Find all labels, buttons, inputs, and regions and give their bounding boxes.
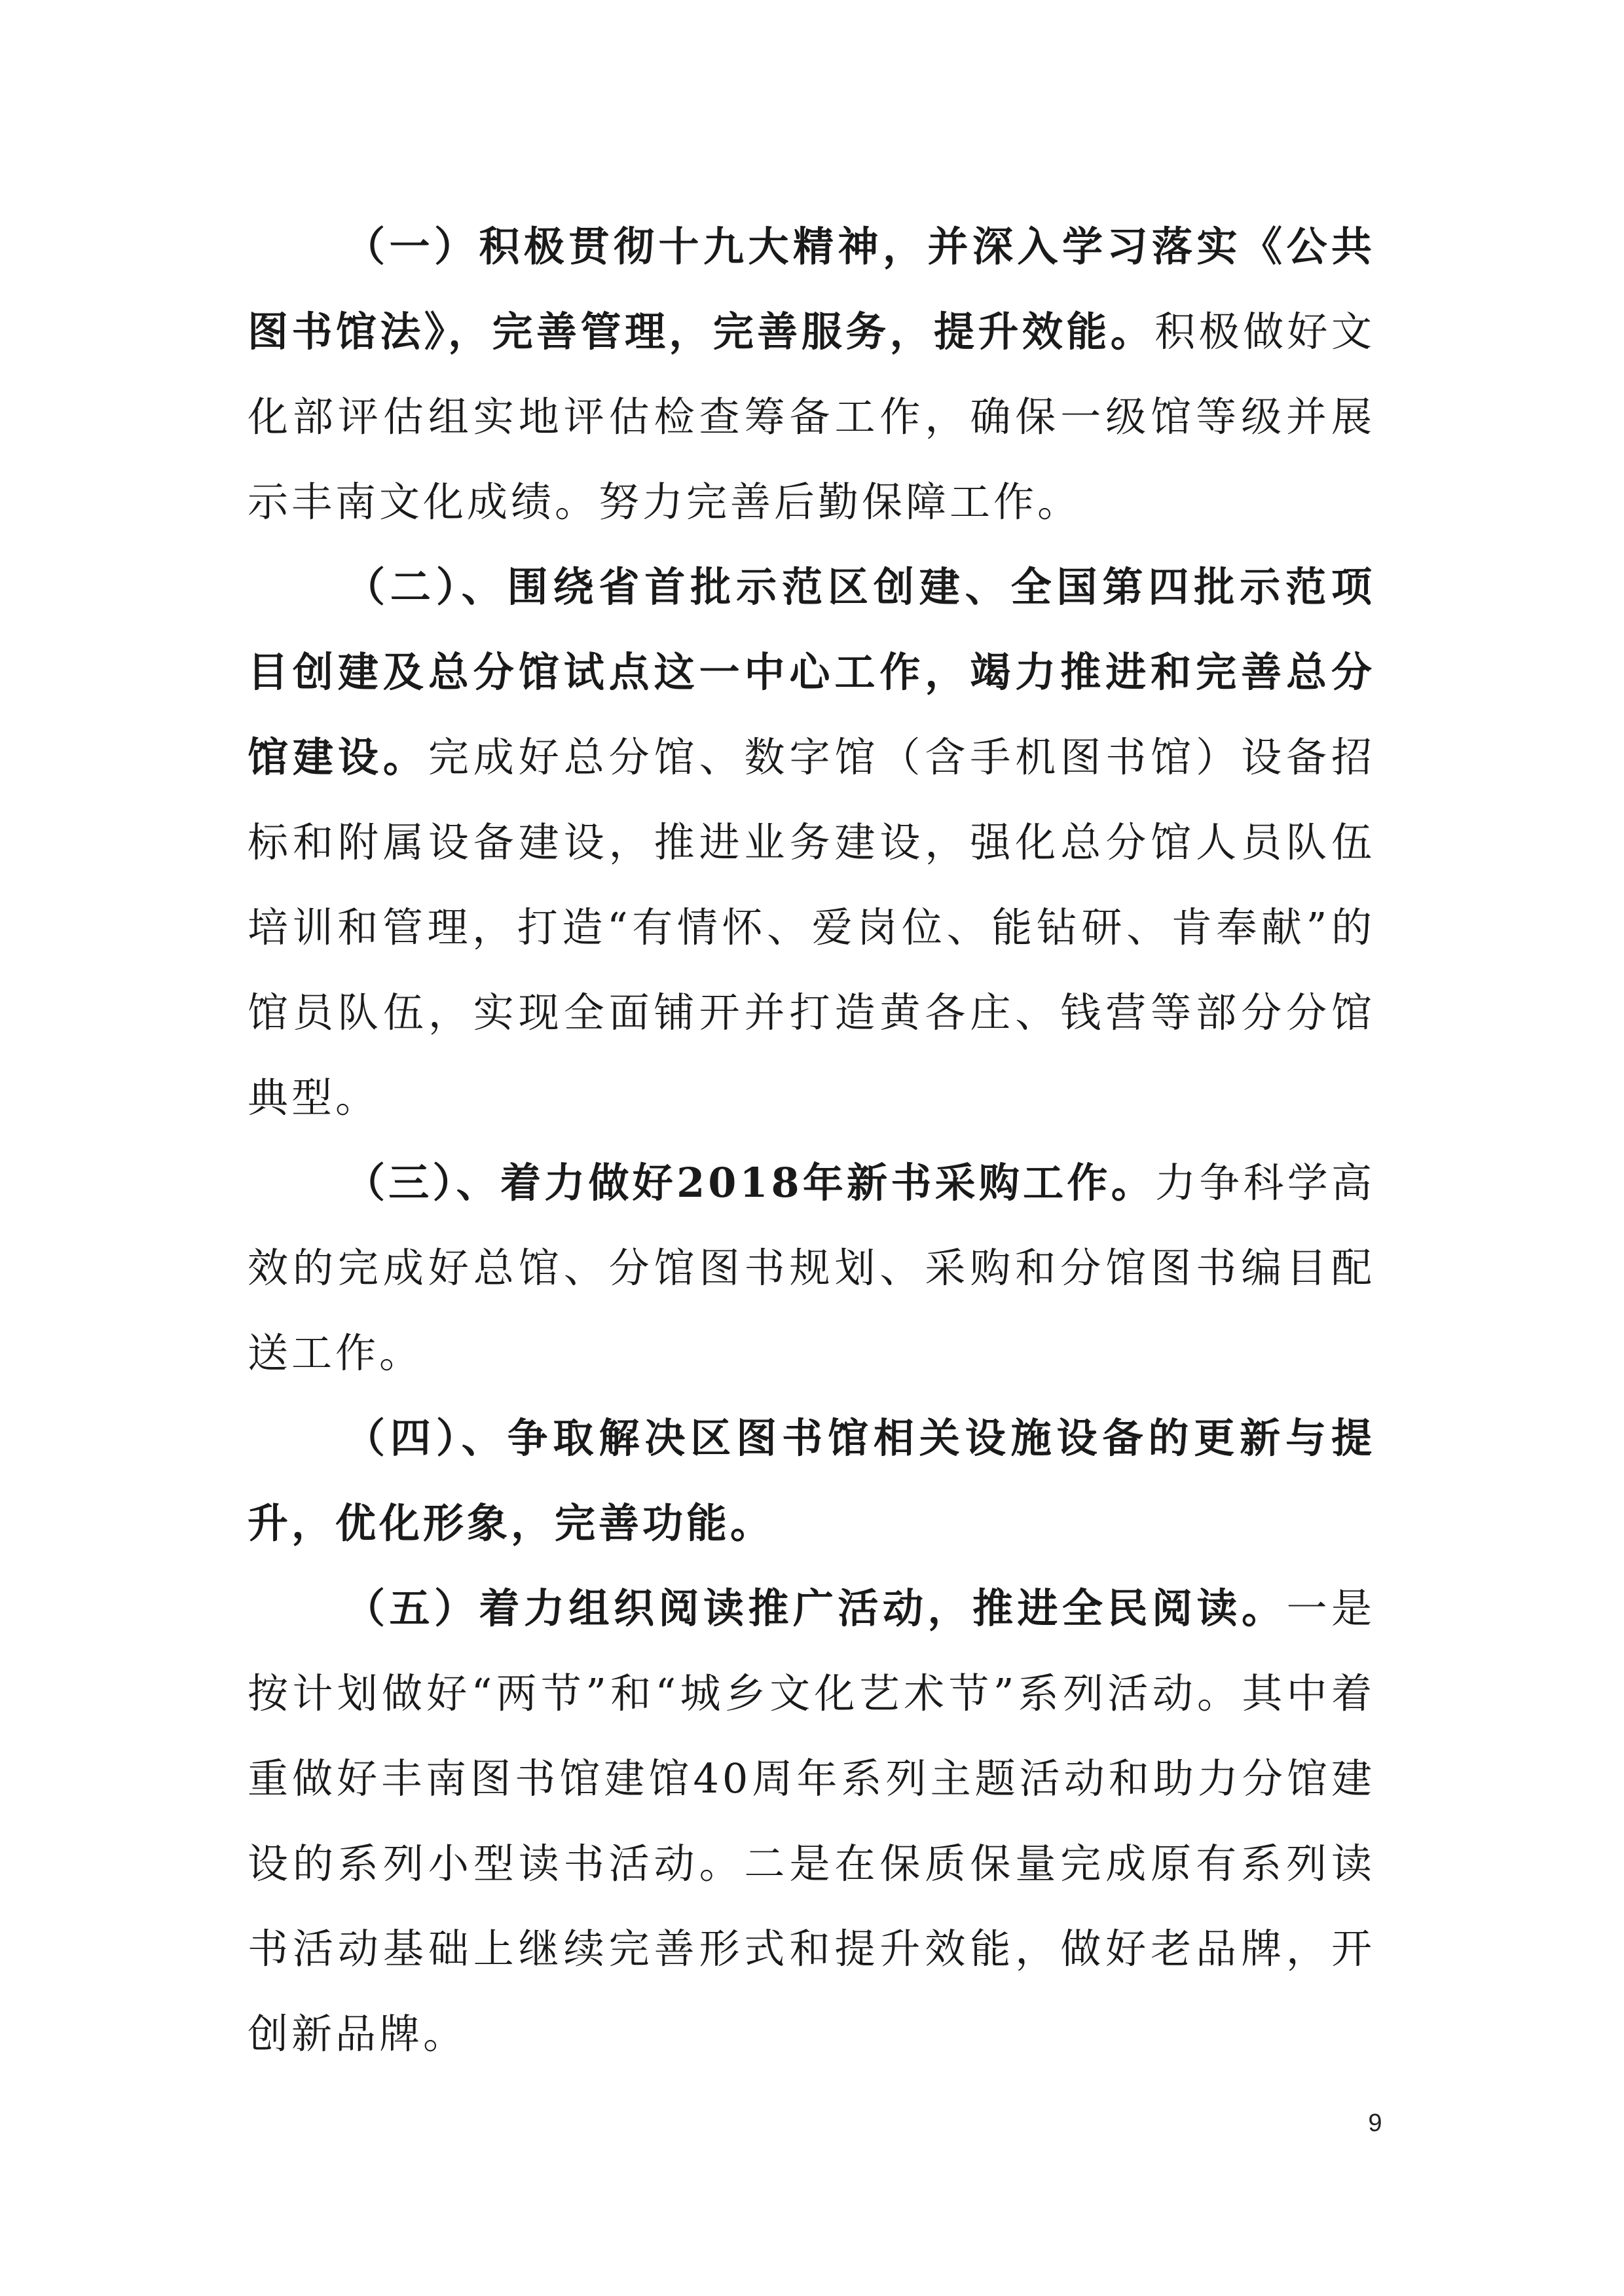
paragraph-3	[248, 1140, 1375, 1396]
paragraph-4	[248, 1396, 1375, 1566]
paragraph-5	[248, 1566, 1375, 2077]
paragraph-1-heading: （一）积极贯彻十九大精神，并深入学习落实《公共图书馆法》，完善管理，完善服务，提升效能。	[248, 223, 1375, 355]
page-number: 9	[1368, 2109, 1382, 2137]
paragraph-3-heading: （三）、着力做好2018年新书采购工作。	[344, 1159, 1155, 1207]
paragraph-2-heading: （二）、围绕省首批示范区创建、全国第四批示范项目创建及总分馆试点这一中心工作，竭力推进和完善总分馆建设。	[248, 563, 1375, 781]
paragraph-5-heading: （五）着力组织阅读推广活动，推进全民阅读。	[344, 1584, 1287, 1632]
paragraph-2	[248, 545, 1375, 1140]
paragraph-5-text: 一是按计划做好“两节”和“城乡文化艺术节”系列活动。其中着重做好丰南图书馆建馆40周年系列主题活动和助力分馆建设的系列小型读书活动。二是在保质保量完成原有系列读书活动基础上继续完善形式和提升效能，做好老品牌，开创新品牌。	[248, 1584, 1375, 2058]
paragraph-1-text: 积极做好文化部评估组实地评估检查筹备工作，确保一级馆等级并展示丰南文化成绩。努力完善后勤保障工作。	[248, 308, 1375, 526]
paragraph-4-heading: （四）、争取解决区图书馆相关设施设备的更新与提升，优化形象，完善功能。	[248, 1414, 1375, 1547]
paragraph-2-text: 完成好总分馆、数字馆（含手机图书馆）设备招标和附属设备建设，推进业务建设，强化总分馆人员队伍培训和管理，打造“有情怀、爱岗位、能钻研、肯奉献”的馆员队伍，实现全面铺开并打造黄各庄、钱营等部分分馆典型。	[248, 733, 1375, 1121]
paragraph-3-text: 力争科学高效的完成好总馆、分馆图书规划、采购和分馆图书编目配送工作。	[248, 1159, 1375, 1377]
paragraph-1	[248, 204, 1375, 545]
document-body	[248, 204, 1375, 2077]
